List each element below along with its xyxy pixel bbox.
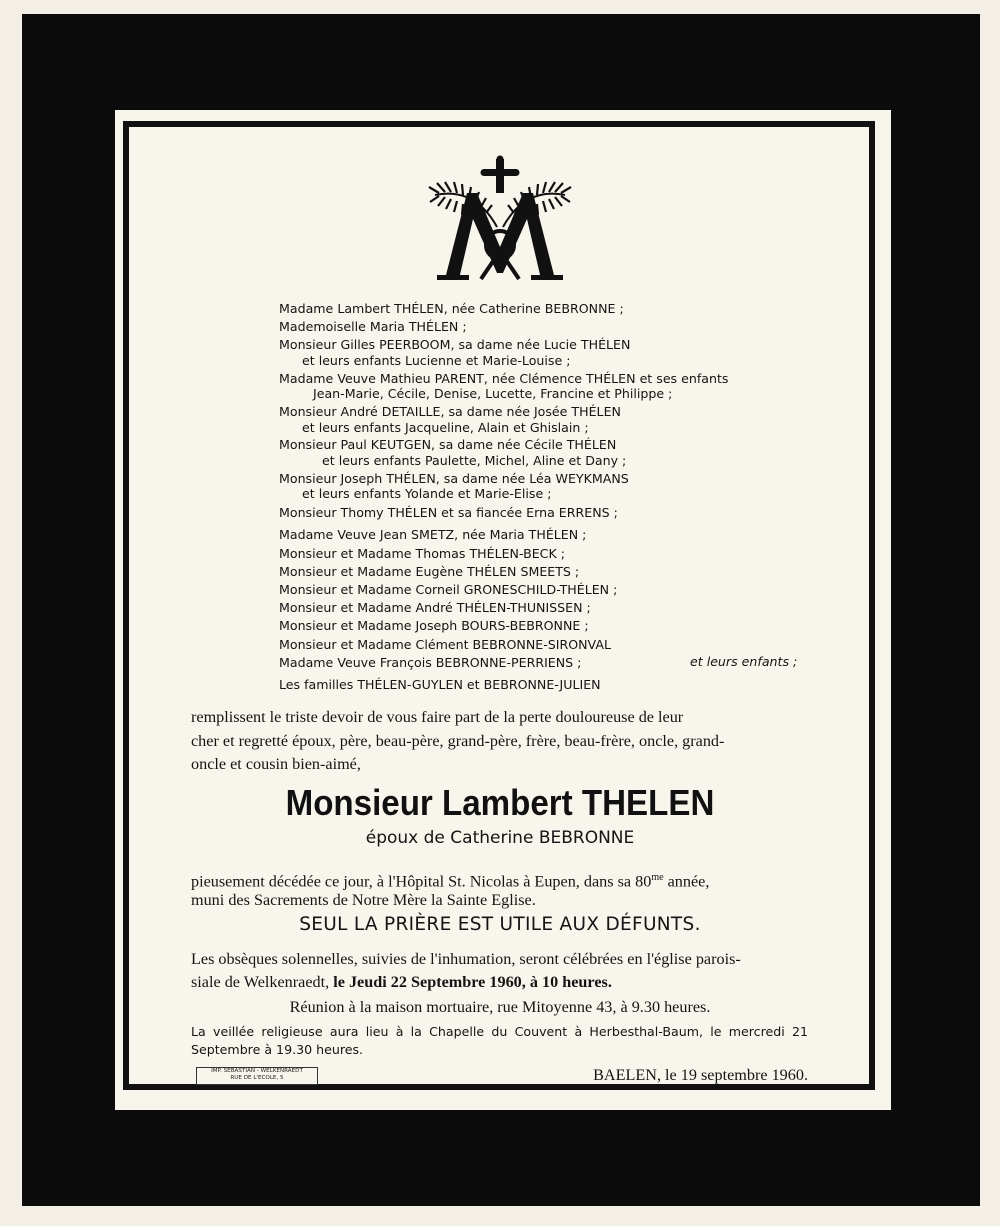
family-line: Madame Veuve François BEBRONNE-PERRIENS ;: [279, 655, 582, 670]
announcement-line: oncle et cousin bien-aimé,: [191, 755, 361, 773]
family-line: et leurs enfants Paulette, Michel, Aline et Dany ;: [322, 453, 627, 468]
family-line: Monsieur et Madame Corneil GRONESCHILD-THÉLEN ;: [279, 582, 618, 597]
family-line: Madame Veuve Mathieu PARENT, née Clémence THÉLEN et ses enfants: [279, 371, 729, 386]
family-line: Madame Lambert THÉLEN, née Catherine BEBRONNE ;: [279, 301, 624, 316]
funeral-text: siale de Welkenraedt,: [191, 973, 334, 991]
announcement-line: cher et regretté époux, père, beau-père, grand-père, frère, beau-frère, oncle, grand-: [191, 732, 725, 750]
funeral-line: Les obsèques solennelles, suivies de l'inhumation, seront célébrées en l'église parois-: [191, 950, 741, 968]
sacraments-line: muni des Sacrements de Notre Mère la Sainte Eglise.: [191, 891, 536, 909]
vigil-notice: La veillée religieuse aura lieu à la Chapelle du Couvent à Herbesthal-Baum, le mercredi 21 Septembre à 19.30 heures.: [191, 1024, 808, 1057]
cross-palm-monogram-icon: [415, 155, 585, 283]
family-line: Monsieur André DETAILLE, sa dame née Josée THÉLEN: [279, 404, 621, 419]
ordinal-suffix: me: [651, 872, 664, 883]
family-line: Monsieur et Madame Thomas THÉLEN-BECK ;: [279, 546, 565, 561]
printer-address: RUE DE L'ECOLE, 5: [230, 1075, 284, 1081]
death-text: pieusement décédée ce jour, à l'Hôpital St. Nicolas à Eupen, dans sa 80: [191, 872, 652, 891]
family-line: Monsieur et Madame Joseph BOURS-BEBRONNE ;: [279, 618, 589, 633]
place-date: BAELEN, le 19 septembre 1960.: [593, 1066, 808, 1084]
family-line: Monsieur et Madame Clément BEBRONNE-SIRONVAL: [279, 637, 611, 652]
death-text-end: année,: [663, 872, 710, 891]
family-line: et leurs enfants Lucienne et Marie-Louise ;: [302, 353, 571, 368]
printer-stamp: [196, 1067, 318, 1085]
family-line: et leurs enfants Jacqueline, Alain et Ghislain ;: [302, 420, 589, 435]
family-line: Monsieur et Madame André THÉLEN-THUNISSEN ;: [279, 600, 591, 615]
printer-name: IMP. SEBASTIAN - WELKENRAEDT: [211, 1068, 303, 1074]
funeral-date: le Jeudi 22 Septembre 1960, à 10 heures.: [333, 973, 612, 991]
family-line: Monsieur Gilles PEERBOOM, sa dame née Lucie THÉLEN: [279, 337, 631, 352]
family-line: Les familles THÉLEN-GUYLEN et BEBRONNE-JULIEN: [279, 677, 601, 692]
reunion-line: Réunion à la maison mortuaire, rue Mitoyenne 43, à 9.30 heures.: [289, 998, 711, 1016]
family-line: Jean-Marie, Cécile, Denise, Lucette, Francine et Philippe ;: [313, 386, 673, 401]
funeral-line: [191, 971, 808, 993]
spouse-line: époux de Catherine BEBRONNE: [365, 828, 635, 848]
family-line: Monsieur et Madame Eugène THÉLEN SMEETS ;: [279, 564, 580, 579]
announcement-line: remplissent le triste devoir de vous faire part de la perte douloureuse de leur: [191, 708, 684, 726]
prayer-heading: SEUL LA PRIÈRE EST UTILE AUX DÉFUNTS.: [299, 914, 701, 935]
enfants-note: et leurs enfants ;: [690, 654, 798, 669]
family-line: Monsieur Paul KEUTGEN, sa dame née Cécile THÉLEN: [279, 437, 617, 452]
family-line: Monsieur Joseph THÉLEN, sa dame née Léa WEYKMANS: [279, 471, 629, 486]
deceased-name: Monsieur Lambert THELEN: [285, 782, 715, 823]
family-line: Madame Veuve Jean SMETZ, née Maria THÉLEN ;: [279, 527, 587, 542]
family-line: et leurs enfants Yolande et Marie-Elise ;: [302, 486, 552, 501]
family-line: Monsieur Thomy THÉLEN et sa fiancée Erna ERRENS ;: [279, 505, 618, 520]
family-line: Mademoiselle Maria THÉLEN ;: [279, 319, 467, 334]
